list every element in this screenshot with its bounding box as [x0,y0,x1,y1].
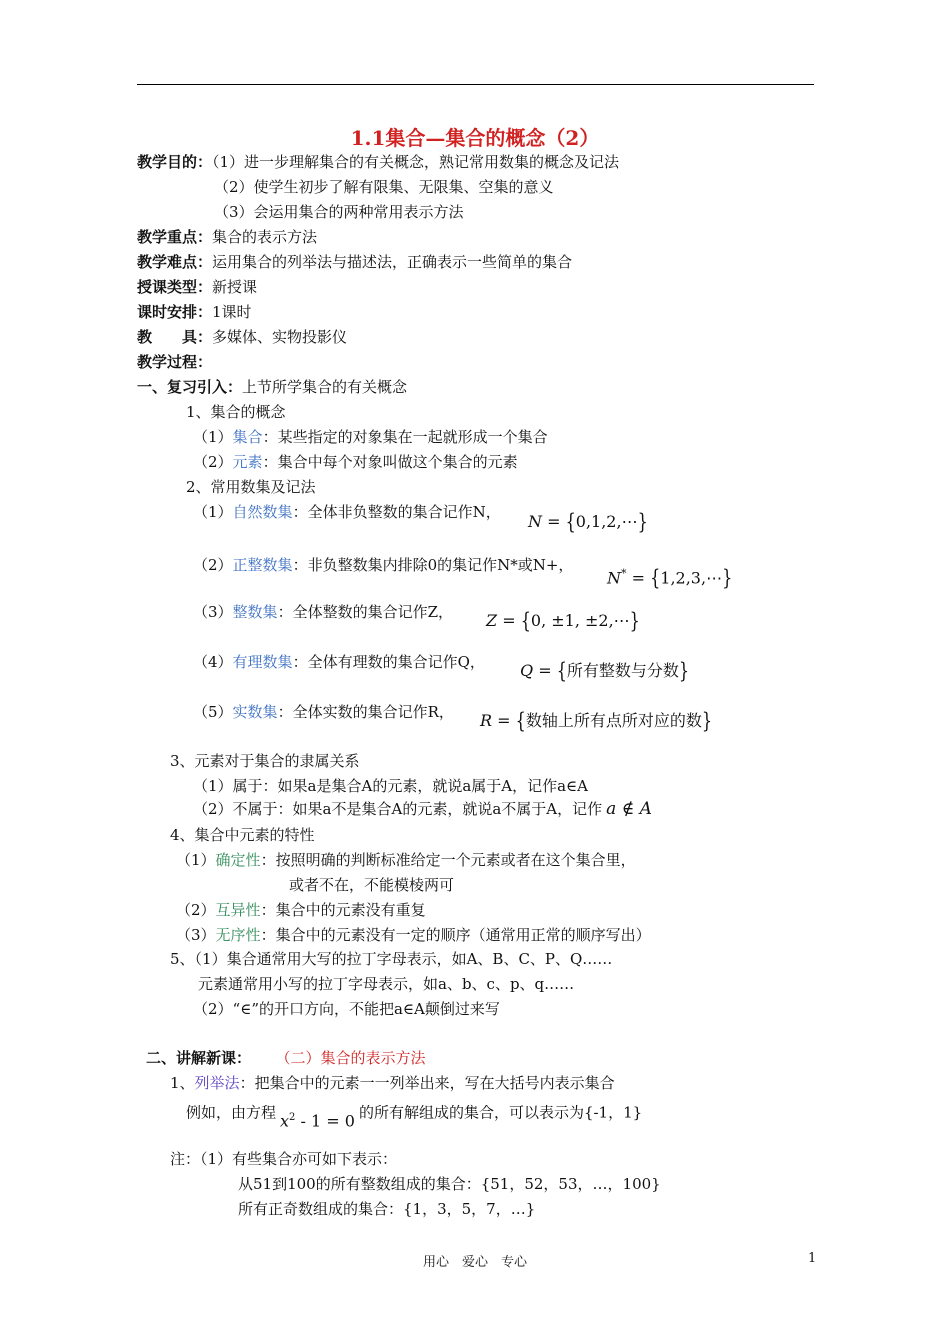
item-text: ：非负整数集内排除0的集记作N*或N+， [292,556,574,574]
equation-rest: - 1 = 0 [295,1111,355,1131]
note-line: 注：（1）有些集合亦可如下表示： [170,1150,398,1168]
term-unordered: 无序性 [215,926,261,944]
key-line [137,227,317,247]
key-label: 教学重点： [137,228,213,246]
term-natural: 自然数集 [232,503,293,521]
set-symbol: N [607,568,621,588]
hours-label: 课时安排： [137,303,213,321]
item-num: （2） [176,901,216,919]
page-number: 1 [808,1251,817,1266]
hours-text: 1课时 [212,303,252,321]
review-s3-2 [193,799,652,819]
review-s4-1-cont: 或者不在，不能模棱两可 [289,876,455,894]
var-x: x [280,1111,290,1131]
term-distinctness: 互异性 [215,901,261,919]
page-title: 1.1集合—集合的概念（2） [350,126,600,150]
item-num: （4） [193,653,233,671]
set-rational [193,652,485,672]
item-text: ：把集合中的元素一一列举出来，写在大括号内表示集合 [239,1074,615,1092]
item-num: （2） [193,453,233,471]
term-integer: 整数集 [232,603,278,621]
set-positive [193,555,573,575]
term-positive: 正整数集 [232,556,293,574]
superscript: * [621,567,627,580]
type-text: 新授课 [212,278,258,296]
item-text: ：全体非负整数的集合记作N， [292,503,501,521]
example-pre: 例如，由方程 [186,1103,277,1122]
set-natural-formula: N = {0,1,2,⋯} [528,508,648,535]
review-s2: 2、常用数集及记法 [186,478,316,496]
set-real-formula: R = {数轴上所有点所对应的数} [480,707,713,734]
example-line [186,1099,643,1131]
review-s4-3 [176,925,651,945]
equals: = [542,512,566,531]
review-s4-1 [176,850,636,870]
equals: = [492,711,516,730]
equals: = [533,661,557,680]
set-content: 数轴上所有点所对应的数 [525,711,702,730]
set-natural [193,502,501,522]
difficulty-line [137,252,572,272]
item-text: ：全体实数的集合记作R， [277,703,454,721]
item-text: ：某些指定的对象集在一起就形成一个集合 [262,428,548,446]
item-text: ：集合中的元素没有重复 [260,901,426,919]
newlesson-sub: （二）集合的表示方法 [283,1049,426,1067]
item-text: ：集合中每个对象叫做这个集合的元素 [262,453,518,471]
set-rational-formula: Q = {所有整数与分数} [520,657,690,684]
review-s3: 3、元素对于集合的隶属关系 [170,752,360,770]
set-content: 0, ±1, ±2,⋯ [530,611,630,630]
tools-text: 多媒体、实物投影仪 [212,328,348,346]
review-s3-1: （1）属于：如果a是集合A的元素，就说a属于A，记作a∈A [193,777,588,795]
set-positive-formula: N* = {1,2,3,⋯} [607,564,733,591]
header-rule [137,84,814,85]
item-text: ：全体整数的集合记作Z， [277,603,453,621]
difficulty-text: 运用集合的列举法与描述法，正确表示一些简单的集合 [212,253,573,271]
tools-label: 教 具： [137,328,213,346]
term-element: 元素 [232,453,263,471]
equation [280,1108,355,1131]
term-enumeration: 列举法 [194,1074,240,1092]
set-content: 1,2,3,⋯ [660,568,723,588]
process-label: 教学过程： [137,353,213,371]
method-enumeration [170,1073,615,1093]
review-s5-1: 5、（1）集合通常用大写的拉丁字母表示，如A、B、C、P、Q…… [170,950,613,968]
term-definiteness: 确定性 [215,851,261,869]
equals: = [497,611,521,630]
page-footer: 用心 爱心 专心 [422,1255,527,1270]
goal-line-1 [137,152,619,172]
review-s4-2 [176,900,426,920]
type-line [137,277,257,297]
set-symbol: Z [486,611,498,630]
item-text: （2）不属于：如果a不是集合A的元素，就说a不属于A，记作 [193,800,603,818]
item-num: （3） [193,603,233,621]
note-item-2: 所有正奇数组成的集合：{1，3，5，7，…} [238,1200,536,1218]
goal-label: 教学目的： [137,153,213,171]
set-content: 0,1,2,⋯ [575,512,638,531]
set-symbol: R [480,711,493,730]
tools-line [137,327,347,347]
note-item-1: 从51到100的所有整数组成的集合：{51，52，53，…，100} [238,1175,661,1193]
term-rational: 有理数集 [232,653,293,671]
newlesson-heading-line [146,1048,426,1068]
set-symbol: Q [520,661,534,680]
review-s1-2 [193,452,518,472]
item-num: （1） [193,503,233,521]
item-text: ：按照明确的判断标准给定一个元素或者在这个集合里， [260,851,636,869]
term-set: 集合 [232,428,263,446]
item-text: ：全体有理数的集合记作Q， [292,653,485,671]
set-symbol: N [528,512,542,531]
type-label: 授课类型： [137,278,213,296]
set-integer [193,602,453,622]
item-num: 1、 [170,1074,195,1092]
not-in-formula: a ∉ A [606,799,652,819]
set-integer-formula: Z = {0, ±1, ±2,⋯} [486,607,640,634]
example-post: 的所有解组成的集合，可以表示为{-1，1} [358,1103,643,1122]
set-real [193,702,454,722]
item-num: （2） [193,556,233,574]
set-content: 所有整数与分数 [566,661,679,680]
goal-item-2: （2）使学生初步了解有限集、无限集、空集的意义 [214,178,554,196]
hours-line [137,302,252,322]
exponent: 2 [289,1112,296,1123]
item-num: （3） [176,926,216,944]
review-heading-text: 上节所学集合的有关概念 [242,378,408,396]
difficulty-label: 教学难点： [137,253,213,271]
review-s4: 4、集合中元素的特性 [170,826,315,844]
review-s5-2: （2）“∈”的开口方向，不能把a∈A颠倒过来写 [193,1000,500,1018]
review-s1-1 [193,427,548,447]
item-num: （5） [193,703,233,721]
newlesson-heading: 二、讲解新课： [146,1049,252,1067]
term-real: 实数集 [232,703,278,721]
review-s1: 1、集合的概念 [186,403,286,421]
review-s5-1b: 元素通常用小写的拉丁字母表示，如a、b、c、p、q…… [198,975,575,993]
review-heading: 一、复习引入： [137,378,243,396]
item-text: ：集合中的元素没有一定的顺序（通常用正常的顺序写出） [260,926,651,944]
item-num: （1） [176,851,216,869]
item-num: （1） [193,428,233,446]
goal-item-3: （3）会运用集合的两种常用表示方法 [214,203,464,221]
key-text: 集合的表示方法 [212,228,318,246]
equals: = [626,568,651,588]
goal-item-1: （1）进一步理解集合的有关概念，熟记常用数集的概念及记法 [212,153,620,171]
review-heading-line [137,377,407,397]
